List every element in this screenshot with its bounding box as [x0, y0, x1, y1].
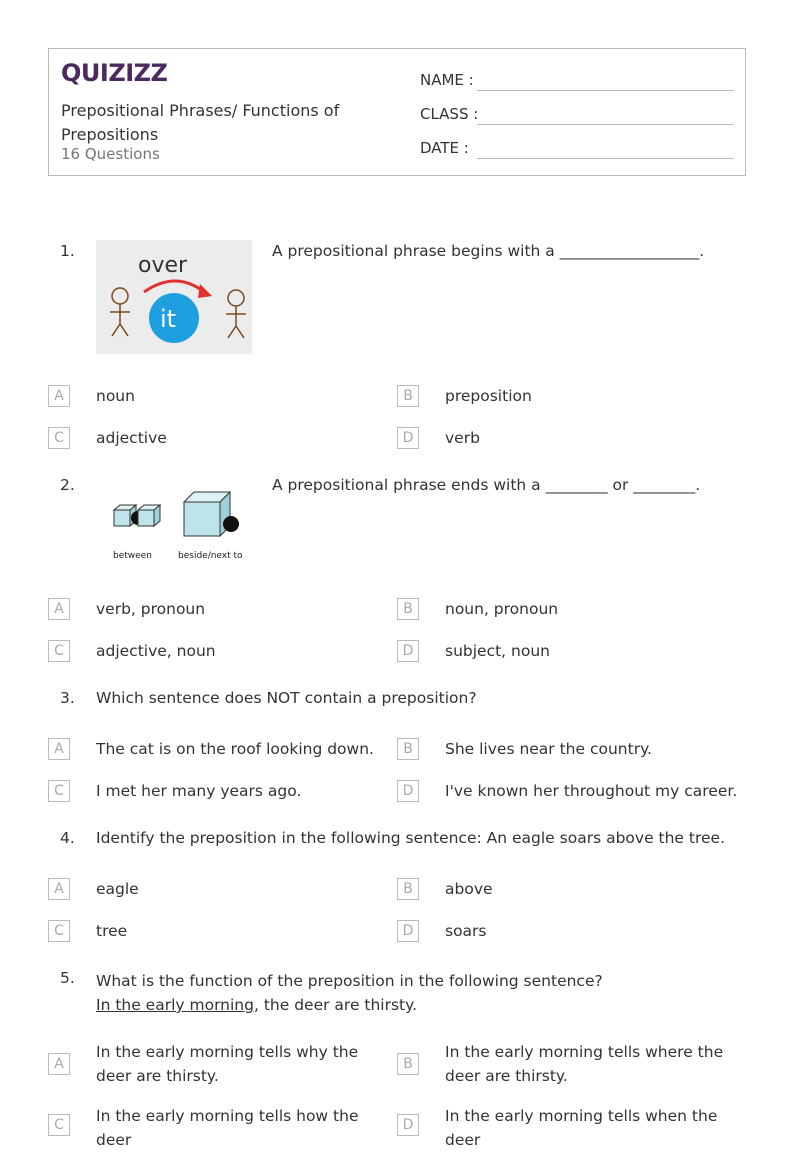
option-1b[interactable]: B preposition	[397, 384, 532, 408]
option-4d[interactable]: D soars	[397, 919, 487, 943]
question-1-image	[96, 240, 252, 354]
worksheet-header	[48, 48, 746, 176]
between-label: between	[113, 551, 152, 561]
option-3b[interactable]: B She lives near the country.	[397, 737, 652, 761]
option-2b[interactable]: B noun, pronoun	[397, 597, 558, 621]
sentence-rest: , the deer are thirsty.	[253, 996, 418, 1014]
option-2a[interactable]: A verb, pronoun	[48, 597, 205, 621]
question-prompt: What is the function of the preposition in the following sentence?	[96, 972, 603, 990]
question-number: 3.	[60, 689, 75, 707]
beside-label: beside/next to	[178, 551, 243, 561]
option-5b[interactable]: B In the early morning tells where the deer are thirsty.	[397, 1040, 749, 1088]
it-label: it	[160, 305, 177, 333]
question-sentence	[96, 993, 746, 1017]
date-line	[477, 158, 734, 159]
option-5c[interactable]: C In the early morning tells how the deer	[48, 1104, 388, 1152]
class-field[interactable]	[420, 101, 734, 125]
quizizz-logo: QUIZIZZ	[61, 59, 168, 87]
underlined-phrase: In the early morning	[96, 996, 254, 1014]
date-label: DATE :	[420, 139, 469, 157]
question-text: A prepositional phrase ends with a ________ or ________.	[272, 476, 701, 494]
worksheet-title: Prepositional Phrases/ Functions of Prepositions	[61, 101, 340, 144]
option-2d[interactable]: D subject, noun	[397, 639, 550, 663]
option-4b[interactable]: B above	[397, 877, 493, 901]
question-text: Identify the preposition in the following sentence: An eagle soars above the tree.	[96, 829, 725, 847]
option-5a[interactable]: A In the early morning tells why the deer are thirsty.	[48, 1040, 388, 1088]
name-line	[477, 90, 734, 91]
question-text	[96, 969, 746, 1017]
question-number: 1.	[60, 242, 75, 260]
option-5d[interactable]: D In the early morning tells when the deer	[397, 1104, 749, 1152]
class-label: CLASS :	[420, 105, 479, 123]
question-number: 4.	[60, 829, 75, 847]
name-label: NAME :	[420, 71, 474, 89]
option-4a[interactable]: A eagle	[48, 877, 139, 901]
date-field[interactable]	[420, 135, 734, 159]
option-4c[interactable]: C tree	[48, 919, 127, 943]
option-2c[interactable]: C adjective, noun	[48, 639, 216, 663]
class-line	[477, 124, 734, 125]
question-count: 16 Questions	[61, 145, 160, 163]
option-1c[interactable]: C adjective	[48, 426, 167, 450]
question-number: 5.	[60, 969, 75, 987]
question-2-image	[96, 476, 252, 566]
option-1a[interactable]: A noun	[48, 384, 135, 408]
option-3c[interactable]: C I met her many years ago.	[48, 779, 301, 803]
question-text: A prepositional phrase begins with a __________________.	[272, 242, 705, 260]
option-3a[interactable]: A The cat is on the roof looking down.	[48, 737, 374, 761]
question-number: 2.	[60, 476, 75, 494]
option-1d[interactable]: D verb	[397, 426, 480, 450]
name-field[interactable]	[420, 67, 734, 91]
option-3d[interactable]: D I've known her throughout my career.	[397, 779, 737, 803]
question-text: Which sentence does NOT contain a preposition?	[96, 689, 477, 707]
over-label: over	[138, 253, 188, 278]
